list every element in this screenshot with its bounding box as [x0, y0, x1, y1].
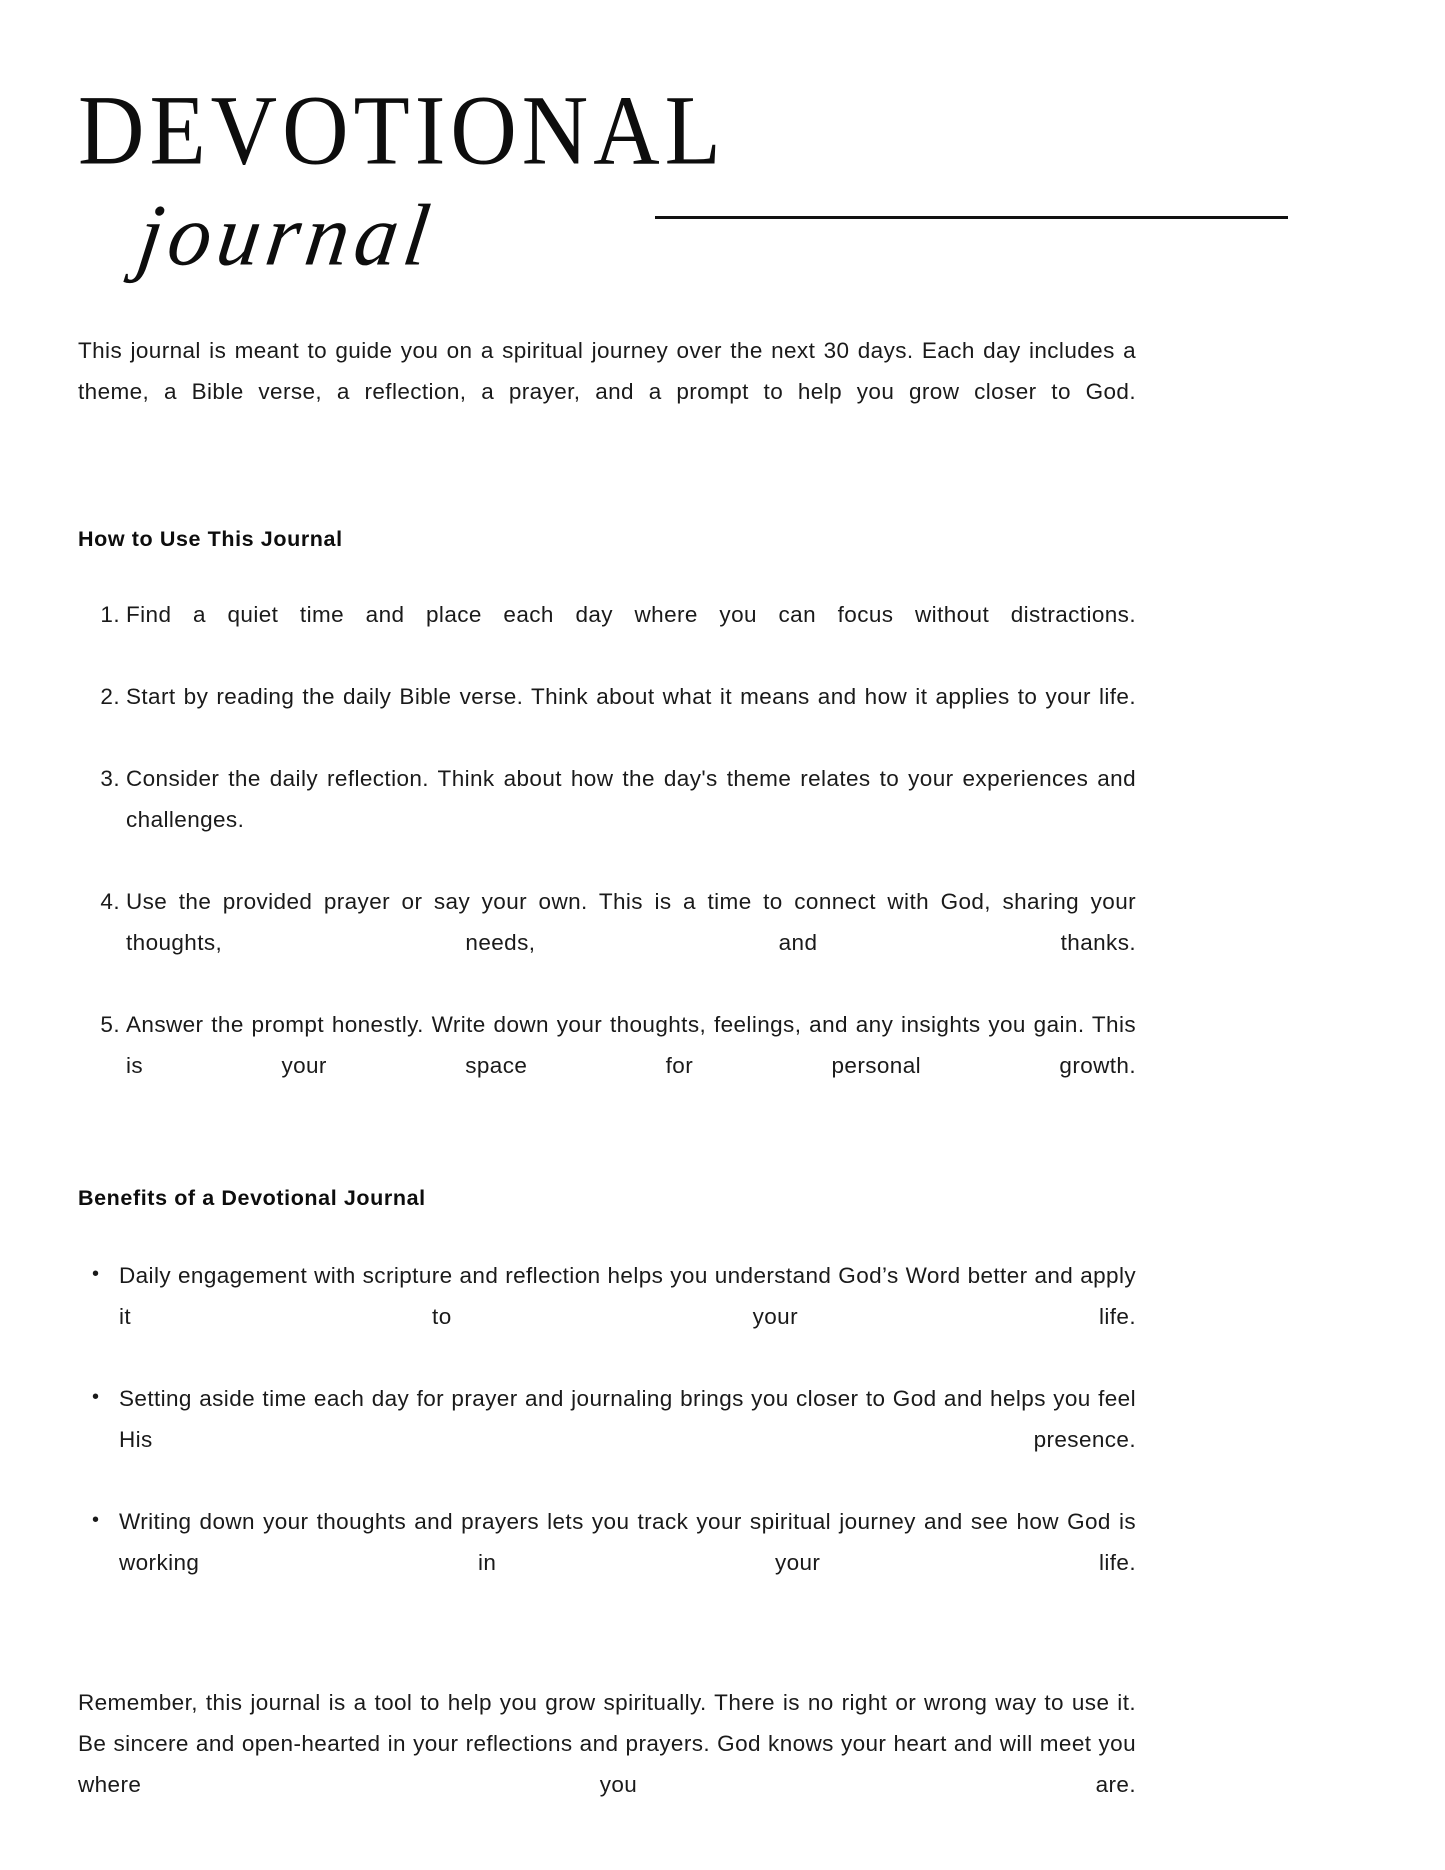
list-item: • Daily engagement with scripture and reflection helps you understand God’s Word better and apply it to your life. [78, 1255, 1136, 1378]
benefits-heading: Benefits of a Devotional Journal [78, 1186, 426, 1210]
document-body [78, 330, 1136, 1846]
spacer [78, 1624, 1136, 1682]
how-to-use-list [78, 594, 1136, 1127]
list-item: Answer the prompt honestly. Write down your thoughts, feelings, and any insights you gain. This is your space for personal growth. [126, 1012, 1136, 1078]
list-item: • Setting aside time each day for prayer and journaling brings you closer to God and helps you feel His presence. [78, 1378, 1136, 1501]
list-item: Use the provided prayer or say your own. This is a time to connect with God, sharing your thoughts, needs, and thanks. [126, 889, 1136, 955]
list-item: Start by reading the daily Bible verse. Think about what it means and how it applies to your life. [126, 684, 1136, 709]
spacer [78, 554, 1136, 594]
masthead [78, 74, 1368, 308]
list-item: • Writing down your thoughts and prayers lets you track your spiritual journey and see how God is working in your life. [78, 1501, 1136, 1624]
masthead-divider [655, 216, 1288, 219]
page-title: DEVOTIONAL [78, 74, 726, 185]
how-to-use-heading: How to Use This Journal [78, 527, 343, 551]
spacer [78, 1127, 1136, 1183]
list-item: Consider the daily reflection. Think about how the day's theme relates to your experiences and challenges. [126, 766, 1136, 832]
page-subtitle-script: journal [132, 186, 442, 284]
spacer [78, 1213, 1136, 1255]
spacer [78, 453, 1136, 524]
list-item: Find a quiet time and place each day where you can focus without distractions. [126, 602, 1136, 627]
benefits-list [78, 1255, 1136, 1624]
intro-paragraph: This journal is meant to guide you on a spiritual journey over the next 30 days. Each day includes a theme, a Bible verse, a reflection, a prayer, and a prompt to help you grow closer to God. [78, 338, 1136, 404]
closing-paragraph: Remember, this journal is a tool to help you grow spiritually. There is no right or wrong way to use it. Be sincere and open-hearted in your reflections and prayers. God knows your heart and will meet you where you are. [78, 1690, 1136, 1797]
